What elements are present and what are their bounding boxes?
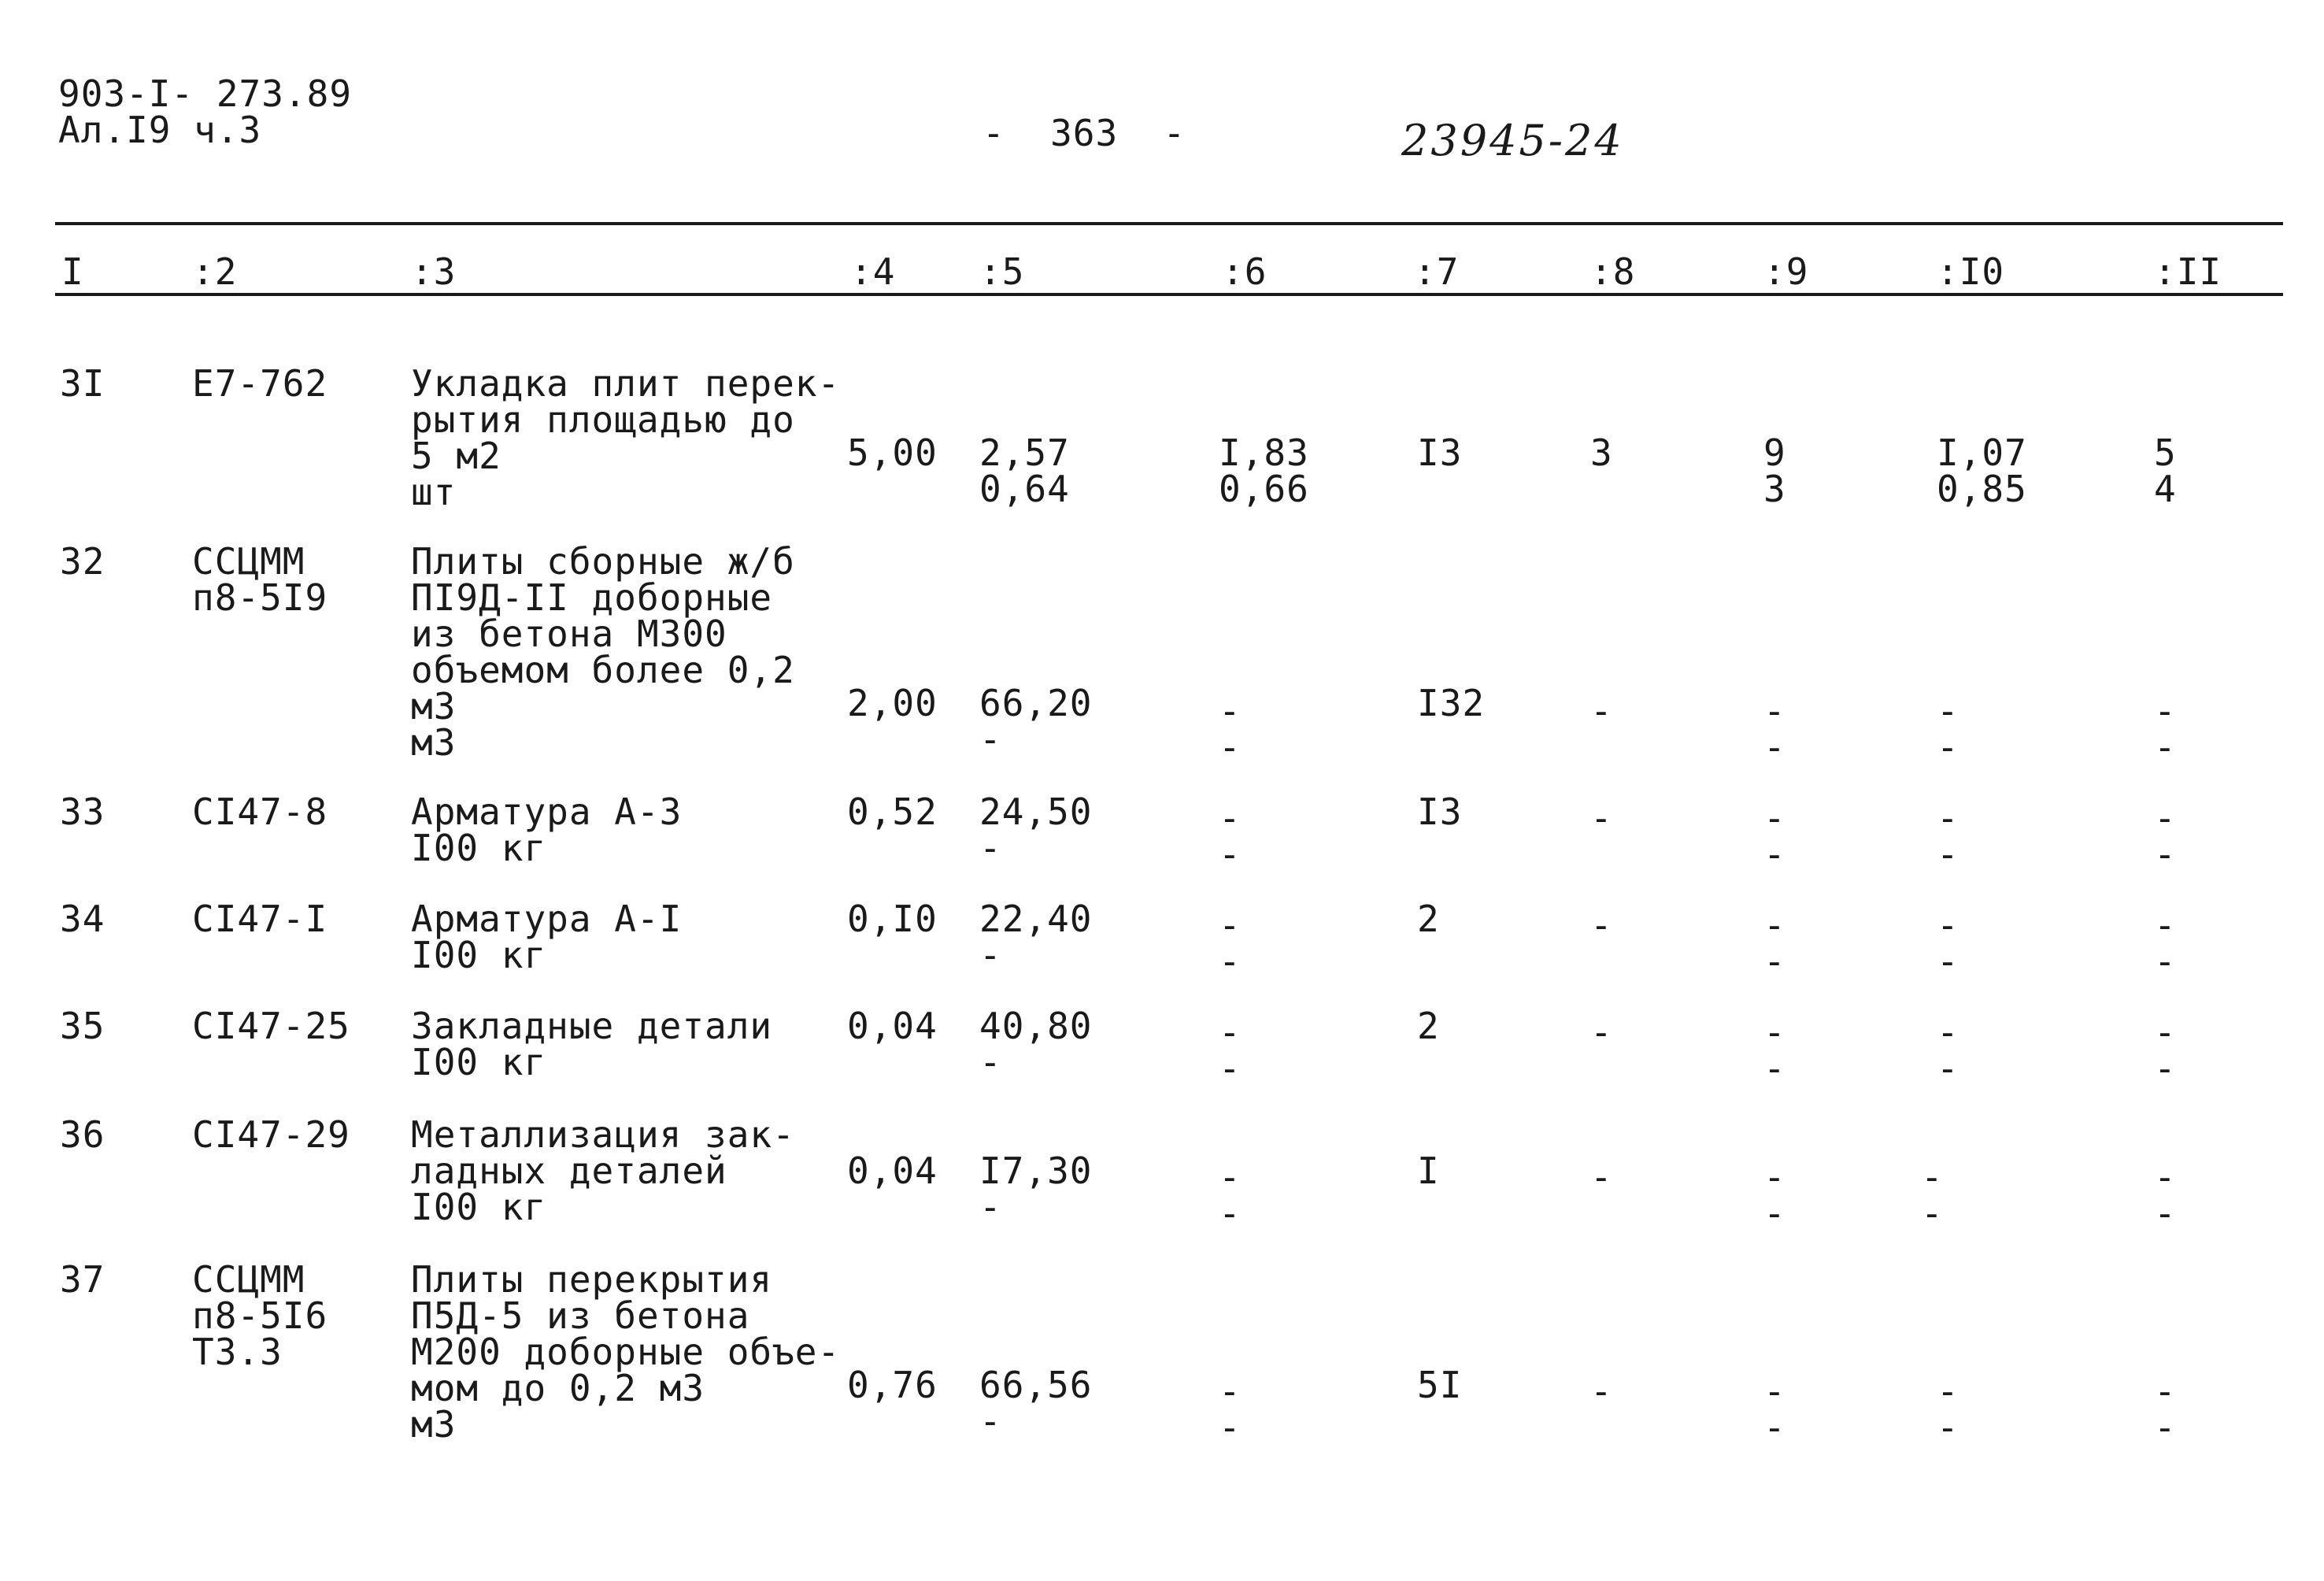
row-col5: 66,56 - [979, 1364, 1093, 1442]
row-col5: 2,57 0,64 [979, 431, 1070, 510]
row-col7: I32 [1417, 682, 1486, 724]
table-top-rule [55, 222, 2283, 225]
row-col4: 0,04 [847, 1150, 938, 1192]
row-code: CI47-8 [192, 790, 328, 833]
column-header: :2 [192, 250, 238, 293]
row-col7: 5I [1417, 1364, 1463, 1406]
row-col9: - - [1763, 1370, 1786, 1449]
album-label: Ал.I9 ч.3 [58, 109, 262, 151]
row-col8: - [1590, 1156, 1613, 1198]
row-col9: - - [1763, 797, 1786, 876]
row-col6: - - [1219, 904, 1242, 983]
row-col6: - - [1219, 1011, 1242, 1090]
row-col9: - - [1763, 904, 1786, 983]
row-col8: - [1590, 690, 1613, 732]
row-col6: - - [1219, 797, 1242, 876]
row-col10: I,07 0,85 [1937, 431, 2027, 510]
row-code: E7-762 [192, 362, 328, 405]
row-col9: 9 3 [1763, 431, 1786, 510]
column-header: :II [2154, 250, 2222, 293]
row-number: 32 [60, 540, 105, 583]
row-col8: - [1590, 797, 1613, 839]
row-number: 34 [60, 898, 105, 940]
row-col9: - - [1763, 690, 1786, 768]
row-col8: - [1590, 1011, 1613, 1053]
row-col7: I [1417, 1150, 1440, 1192]
document-code: 903-I- 273.89 [58, 72, 353, 115]
row-name: Закладные детали I00 кг [411, 1005, 773, 1083]
row-name: Укладка плит перек- рытия площадью до 5 м2 шт [411, 362, 841, 513]
row-number: 33 [60, 790, 105, 833]
row-number: 35 [60, 1005, 105, 1047]
column-header: :3 [411, 250, 457, 293]
row-col11: - - [2154, 904, 2177, 983]
row-col7: 2 [1417, 1005, 1440, 1047]
row-col11: - - [2154, 1156, 2177, 1235]
column-header: I [61, 250, 84, 293]
row-name: Арматура А-I I00 кг [411, 898, 683, 976]
row-col4: 2,00 [847, 682, 938, 724]
row-col7: I3 [1417, 431, 1463, 474]
row-col4: 0,52 [847, 790, 938, 833]
row-col8: - [1590, 904, 1613, 946]
row-col11: - - [2154, 1370, 2177, 1449]
page-number: - 363 - [983, 112, 1186, 154]
row-col9: - - [1763, 1011, 1786, 1090]
row-col8: 3 [1590, 431, 1613, 474]
row-col5: 22,40 - [979, 898, 1093, 976]
row-col5: I7,30 - [979, 1150, 1093, 1228]
row-number: 37 [60, 1258, 105, 1301]
row-col7: 2 [1417, 898, 1440, 940]
row-col5: 24,50 - [979, 790, 1093, 869]
row-code: CI47-29 [192, 1113, 350, 1156]
row-name: Металлизация зак- ладных деталей I00 кг [411, 1113, 795, 1228]
column-header: :5 [979, 250, 1025, 293]
header-bottom-rule [55, 293, 2283, 296]
column-header: :4 [850, 250, 896, 293]
row-col11: - - [2154, 797, 2177, 876]
row-name: Арматура А-3 I00 кг [411, 790, 683, 869]
row-code: ССЦММ п8-5I9 [192, 540, 328, 619]
column-header: :6 [1222, 250, 1267, 293]
column-header: :8 [1590, 250, 1636, 293]
row-col4: 0,04 [847, 1005, 938, 1047]
row-col11: - - [2154, 1011, 2177, 1090]
row-col10: - - [1921, 1156, 1944, 1235]
row-col4: 5,00 [847, 431, 938, 474]
row-col10: - - [1937, 797, 1959, 876]
row-col7: I3 [1417, 790, 1463, 833]
row-number: 3I [60, 362, 105, 405]
row-col10: - - [1937, 904, 1959, 983]
row-name: Плиты перекрытия П5Д-5 из бетона М200 доборные объе- мом до 0,2 м3 м3 [411, 1258, 841, 1446]
row-col8: - [1590, 1370, 1613, 1413]
row-col4: 0,I0 [847, 898, 938, 940]
row-col6: - - [1219, 690, 1242, 768]
row-col5: 40,80 - [979, 1005, 1093, 1083]
row-col10: - - [1937, 690, 1959, 768]
row-col6: - - [1219, 1370, 1242, 1449]
column-header: :I0 [1937, 250, 2005, 293]
row-col5: 66,20 - [979, 682, 1093, 761]
row-name: Плиты сборные ж/б ПI9Д-II доборные из бетона М300 объемом более 0,2 м3 м3 [411, 540, 795, 764]
row-col6: - - [1219, 1156, 1242, 1235]
row-col11: - - [2154, 690, 2177, 768]
row-col11: 5 4 [2154, 431, 2177, 510]
row-col4: 0,76 [847, 1364, 938, 1406]
column-header: :9 [1763, 250, 1809, 293]
column-header: :7 [1414, 250, 1460, 293]
row-number: 36 [60, 1113, 105, 1156]
stamp-number: 23945-24 [1401, 116, 1624, 165]
row-code: CI47-25 [192, 1005, 350, 1047]
row-code: ССЦММ п8-5I6 ТЗ.3 [192, 1258, 328, 1373]
row-col10: - - [1937, 1370, 1959, 1449]
row-col10: - - [1937, 1011, 1959, 1090]
row-code: CI47-I [192, 898, 328, 940]
row-col9: - - [1763, 1156, 1786, 1235]
row-col6: I,83 0,66 [1219, 431, 1309, 510]
